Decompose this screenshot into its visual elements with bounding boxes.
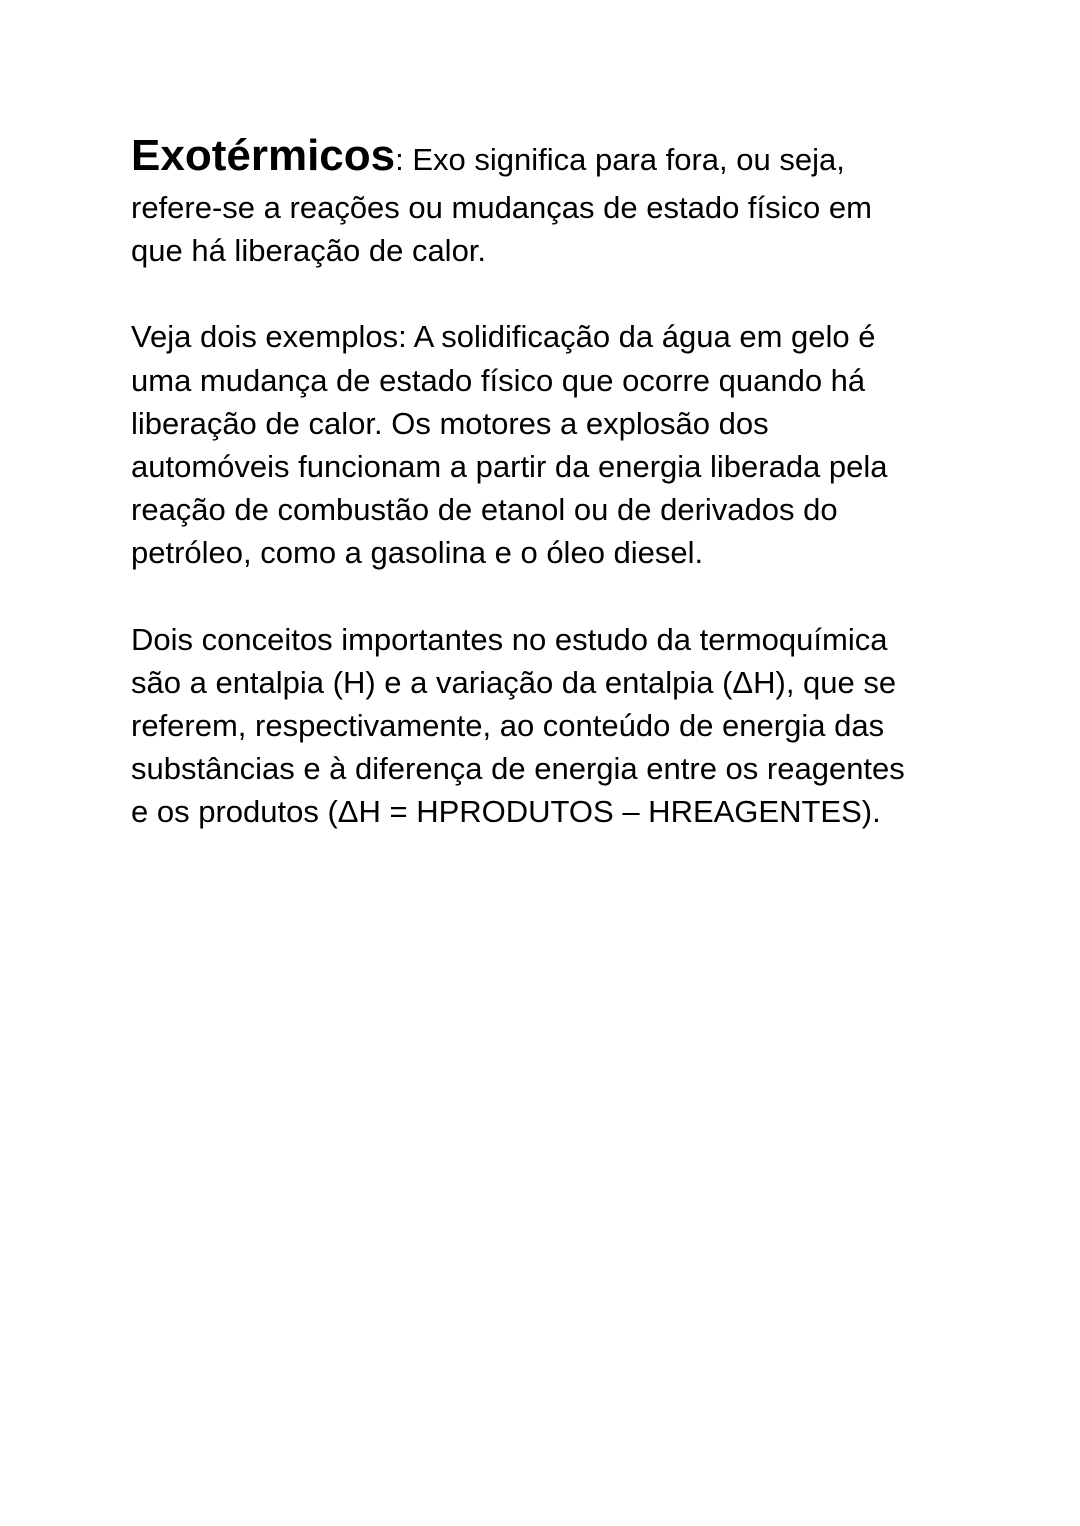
document-page [131, 130, 991, 834]
text-line: substâncias e à diferença de energia entre os reagentes [131, 751, 905, 787]
text-line: referem, respectivamente, ao conteúdo de energia das [131, 708, 885, 744]
text-line: automóveis funcionam a partir da energia liberada pela [131, 449, 888, 485]
text-line: Veja dois exemplos: A solidificação da água em gelo é [131, 319, 876, 355]
text-line: e os produtos (ΔH = HPRODUTOS – HREAGENTES). [131, 794, 881, 830]
paragraph-exothermic-definition [131, 130, 991, 272]
heading-exotermicos: Exotérmicos [131, 131, 396, 180]
text-line: que há liberação de calor. [131, 233, 487, 269]
text-line: uma mudança de estado físico que ocorre quando há [131, 362, 866, 398]
text-line: liberação de calor. Os motores a explosão dos [131, 405, 769, 441]
text-line: são a entalpia (H) e a variação da entalpia (ΔH), que se [131, 664, 897, 700]
text-line [131, 130, 991, 186]
text-line-content: : Exo significa para fora, ou seja, [395, 142, 845, 177]
paragraph-gap [131, 272, 991, 315]
paragraph-gap [131, 575, 991, 618]
text-line: petróleo, como a gasolina e o óleo diesel. [131, 535, 704, 571]
paragraph-enthalpy [131, 618, 991, 834]
text-line: reação de combustão de etanol ou de derivados do [131, 492, 838, 528]
text-line: Dois conceitos importantes no estudo da termoquímica [131, 621, 888, 657]
text-line: refere-se a reações ou mudanças de estado físico em [131, 190, 872, 225]
paragraph-examples [131, 315, 991, 574]
